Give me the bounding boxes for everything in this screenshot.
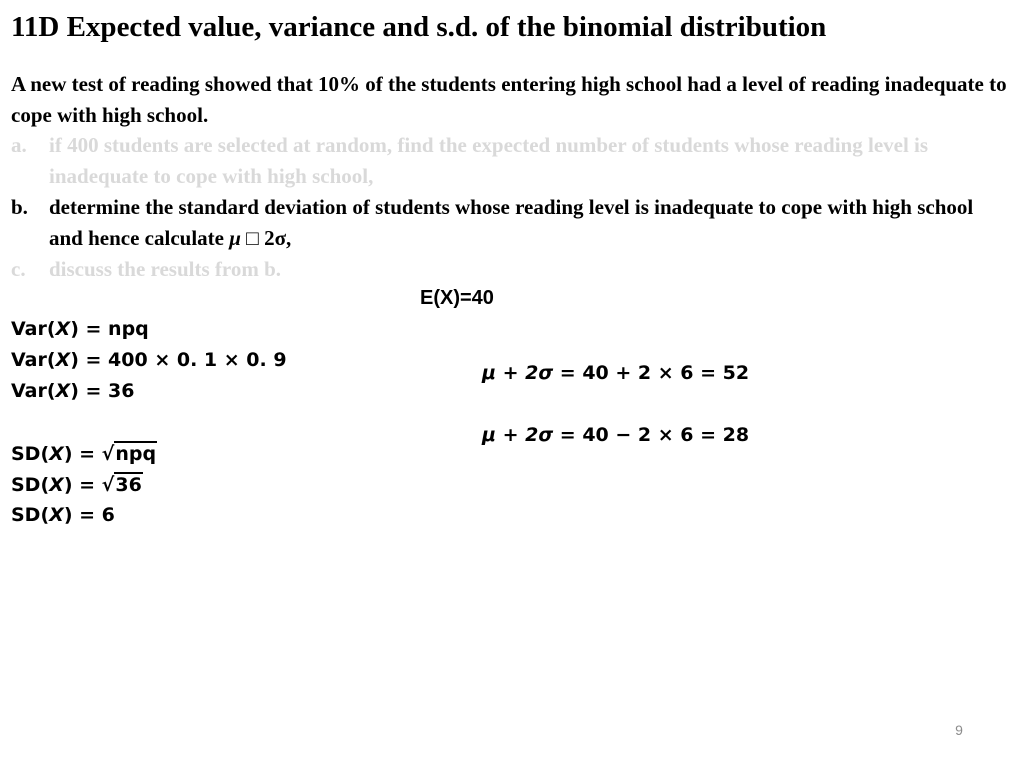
question-b-letter: b. bbox=[11, 195, 28, 219]
variance-line-3: Var(X) = 36 bbox=[11, 380, 135, 402]
variance-line-1: Var(X) = npq bbox=[11, 318, 149, 340]
question-c-letter: c. bbox=[11, 257, 26, 281]
sd-line-1: SD(X) = √npq bbox=[11, 438, 287, 469]
question-a-letter: a. bbox=[11, 133, 27, 157]
question-list bbox=[11, 130, 1011, 285]
expected-value: E(X)=40 bbox=[420, 287, 494, 309]
working-gap bbox=[11, 407, 287, 438]
question-b bbox=[11, 192, 1011, 254]
square-root-sign: √npq bbox=[101, 443, 157, 465]
mu-symbol: μ bbox=[229, 226, 241, 250]
square-root-sign: √36 bbox=[101, 474, 142, 496]
lower-bound-equation: μ + 2σ = 40 − 2 × 6 = 28 bbox=[482, 424, 750, 446]
upper-bound-equation: μ + 2σ = 40 + 2 × 6 = 52 bbox=[482, 362, 750, 384]
missing-glyph-symbol: □ bbox=[246, 226, 259, 250]
question-intro: A new test of reading showed that 10% of the students entering high school had a level of reading inadequate to cope with high school. bbox=[11, 72, 1007, 127]
variance-sd-working bbox=[11, 314, 287, 531]
question-b-body: determine the standard deviation of students whose reading level is inadequate to cope with high school and hence calculate bbox=[49, 195, 974, 250]
sd-line-2: SD(X) = √36 bbox=[11, 469, 287, 500]
two-sigma-symbol: 2σ bbox=[264, 226, 287, 250]
variance-line-2: Var(X) = 400 × 0. 1 × 0. 9 bbox=[11, 349, 287, 371]
question-a bbox=[11, 130, 1011, 192]
question-a-text: if 400 students are selected at random, find the expected number of students whose reading level is inadequate to cope with high school, bbox=[49, 133, 929, 188]
question-b-tail: , bbox=[286, 226, 292, 250]
sd-line-3: SD(X) = 6 bbox=[11, 504, 115, 526]
question-c bbox=[11, 254, 1011, 285]
question-c-text: discuss the results from b. bbox=[49, 257, 281, 281]
question-b-text bbox=[49, 192, 1011, 254]
page-number: 9 bbox=[955, 722, 963, 738]
slide-title: 11D Expected value, variance and s.d. of the binomial distribution bbox=[11, 11, 827, 43]
